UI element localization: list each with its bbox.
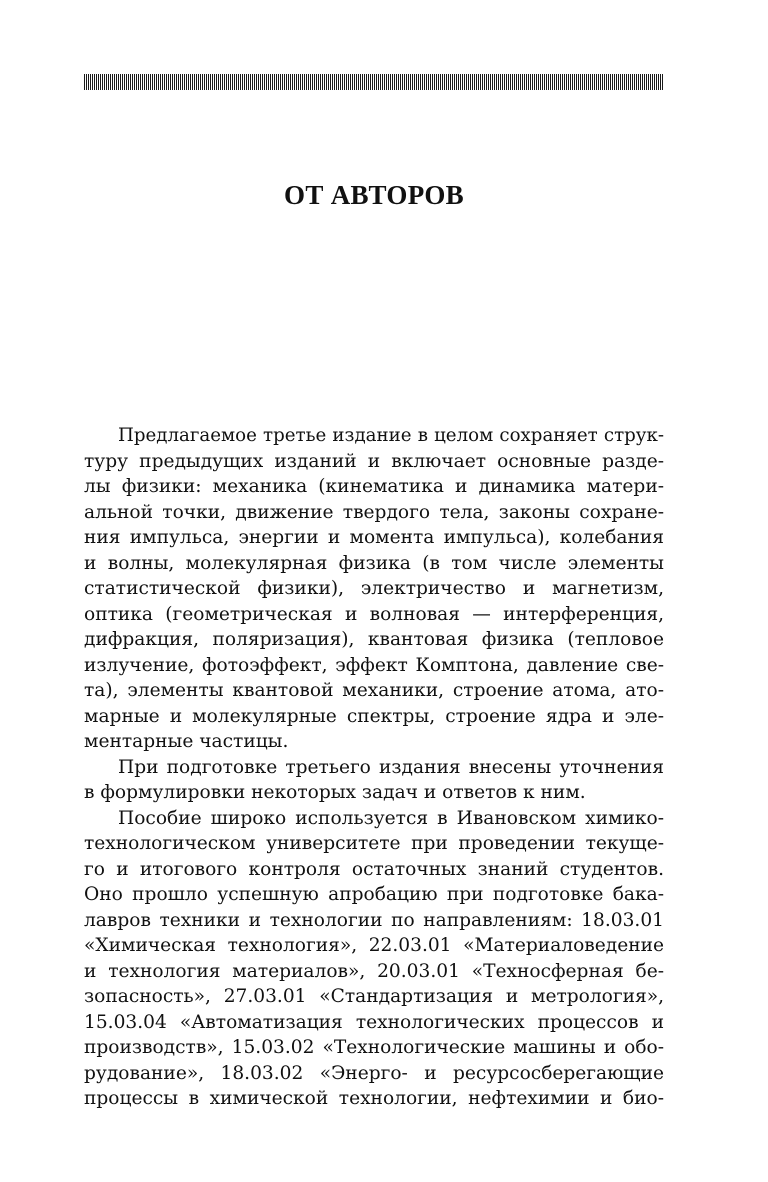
text-line: марные и молекулярные спектры, строение ядра и эле-: [84, 705, 664, 727]
text-line: ментарные частицы.: [84, 731, 289, 752]
text-line: производств», 15.03.02 «Технологические машины и обо-: [84, 1037, 664, 1058]
text-line: При подготовке третьего издания внесены уточнения: [118, 756, 664, 778]
paragraph-intro: [84, 423, 664, 755]
body-text: [84, 423, 664, 1112]
text-line: Предлагаемое третье издание в целом сохраняет струк-: [118, 425, 664, 446]
text-line: и волны, молекулярная физика (в том числе элементы: [84, 552, 664, 574]
text-line: зопасность», 27.03.01 «Стандартизация и метрология»,: [84, 986, 664, 1007]
text-line: «Химическая технология», 22.03.01 «Материаловедение: [84, 935, 664, 956]
text-line: технологическом университете при проведении текуще-: [84, 833, 664, 854]
text-line: Оно прошло успешную апробацию при подготовке бака-: [84, 884, 664, 905]
text-line: в формулировки некоторых задач и ответов к ним.: [84, 782, 586, 803]
text-line: излучение, фотоэффект, эффект Комптона, давление све-: [84, 654, 664, 676]
text-line: оптика (геометрическая и волновая — интерференция,: [84, 603, 664, 625]
text-line: ния импульса, энергии и момента импульса), колебания: [84, 527, 664, 548]
text-line: и технология материалов», 20.03.01 «Техносферная бе-: [84, 960, 664, 982]
paragraph-third-edition: [84, 755, 664, 806]
text-line: 15.03.04 «Автоматизация технологических процессов и: [84, 1011, 664, 1033]
text-line: статистической физики), электричество и магнетизм,: [84, 578, 664, 599]
decorative-top-rule: [84, 74, 664, 90]
text-line: рудование», 18.03.02 «Энерго- и ресурсосберегающие: [84, 1062, 664, 1084]
text-line: процессы в химической технологии, нефтехимии и био-: [84, 1088, 664, 1109]
text-line: та), элементы квантовой механики, строение атома, ато-: [84, 680, 664, 701]
text-line: дифракция, поляризация), квантовая физика (тепловое: [84, 629, 664, 650]
page-title: ОТ АВТОРОВ: [284, 180, 464, 210]
text-line: го и итогового контроля остаточных знаний студентов.: [84, 858, 664, 880]
text-line: туру предыдущих изданий и включает основные разде-: [84, 450, 664, 472]
text-line: Пособие широко используется в Ивановском химико-: [118, 807, 664, 829]
paragraph-usage: [84, 806, 664, 1112]
text-line: лы физики: механика (кинематика и динамика матери-: [84, 476, 664, 497]
text-line: альной точки, движение твердого тела, законы сохране-: [84, 501, 664, 523]
text-line: лавров техники и технологии по направлениям: 18.03.01: [84, 909, 664, 931]
